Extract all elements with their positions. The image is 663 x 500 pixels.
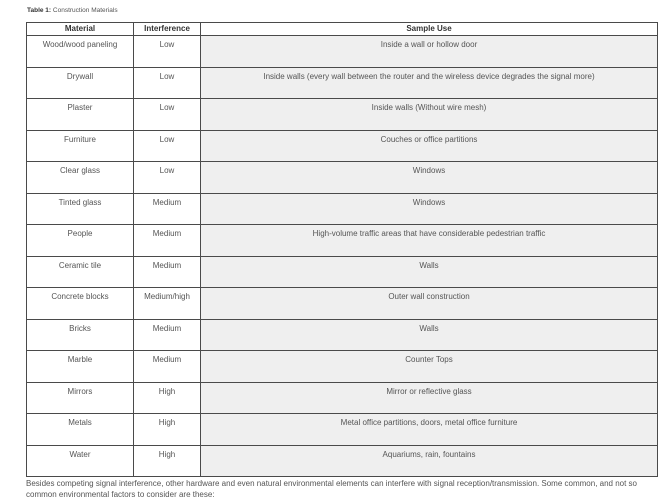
table-caption	[27, 7, 118, 14]
interference-cell: Medium/high	[134, 288, 201, 320]
sample-use-cell: Inside walls (every wall between the router and the wireless device degrades the signal more)	[201, 67, 658, 99]
sample-use-cell: Aquariums, rain, fountains	[201, 445, 658, 477]
sample-use-cell: Outer wall construction	[201, 288, 658, 320]
material-cell: Marble	[27, 351, 134, 383]
sample-use-cell: Windows	[201, 162, 658, 194]
sample-use-cell: Metal office partitions, doors, metal office furniture	[201, 414, 658, 446]
table-caption-text: Construction Materials	[51, 7, 118, 14]
interference-cell: Low	[134, 99, 201, 131]
sample-use-cell: Inside walls (Without wire mesh)	[201, 99, 658, 131]
table-row	[27, 256, 658, 288]
material-cell: Tinted glass	[27, 193, 134, 225]
table-row	[27, 36, 658, 68]
table-row	[27, 414, 658, 446]
sample-use-cell: Mirror or reflective glass	[201, 382, 658, 414]
body-paragraph: Besides competing signal interference, other hardware and even natural environmental elements can interfere with signal reception/transmission. Some common, and not so common environmental factors to consider are these:	[26, 479, 637, 499]
table-caption-label: Table 1:	[27, 7, 52, 14]
interference-cell: Medium	[134, 225, 201, 257]
interference-cell: Medium	[134, 351, 201, 383]
material-cell: Furniture	[27, 130, 134, 162]
interference-cell: Low	[134, 36, 201, 68]
material-cell: Mirrors	[27, 382, 134, 414]
interference-cell: High	[134, 414, 201, 446]
construction-materials-table	[26, 22, 658, 477]
interference-cell: Low	[134, 130, 201, 162]
sample-use-cell: High-volume traffic areas that have considerable pedestrian traffic	[201, 225, 658, 257]
interference-cell: Medium	[134, 319, 201, 351]
sample-use-cell: Windows	[201, 193, 658, 225]
sample-use-cell: Walls	[201, 319, 658, 351]
table-row	[27, 130, 658, 162]
sample-use-cell: Counter Tops	[201, 351, 658, 383]
material-cell: Clear glass	[27, 162, 134, 194]
material-cell: Ceramic tile	[27, 256, 134, 288]
table-row	[27, 67, 658, 99]
material-cell: Bricks	[27, 319, 134, 351]
interference-cell: High	[134, 382, 201, 414]
interference-cell: Low	[134, 162, 201, 194]
material-cell: Water	[27, 445, 134, 477]
material-cell: People	[27, 225, 134, 257]
header-material: Material	[27, 23, 134, 36]
table-row	[27, 225, 658, 257]
sample-use-cell: Inside a wall or hollow door	[201, 36, 658, 68]
material-cell: Concrete blocks	[27, 288, 134, 320]
sample-use-cell: Couches or office partitions	[201, 130, 658, 162]
interference-cell: High	[134, 445, 201, 477]
material-cell: Plaster	[27, 99, 134, 131]
table-row	[27, 193, 658, 225]
sample-use-cell: Walls	[201, 256, 658, 288]
interference-cell: Medium	[134, 193, 201, 225]
table-row	[27, 445, 658, 477]
header-sample-use: Sample Use	[201, 23, 658, 36]
table-row	[27, 288, 658, 320]
material-cell: Metals	[27, 414, 134, 446]
table-row	[27, 351, 658, 383]
table-row	[27, 382, 658, 414]
table-row	[27, 99, 658, 131]
material-cell: Drywall	[27, 67, 134, 99]
interference-cell: Low	[134, 67, 201, 99]
table-row	[27, 319, 658, 351]
interference-cell: Medium	[134, 256, 201, 288]
material-cell: Wood/wood paneling	[27, 36, 134, 68]
header-interference: Interference	[134, 23, 201, 36]
table-row	[27, 162, 658, 194]
table-header-row	[27, 23, 658, 36]
